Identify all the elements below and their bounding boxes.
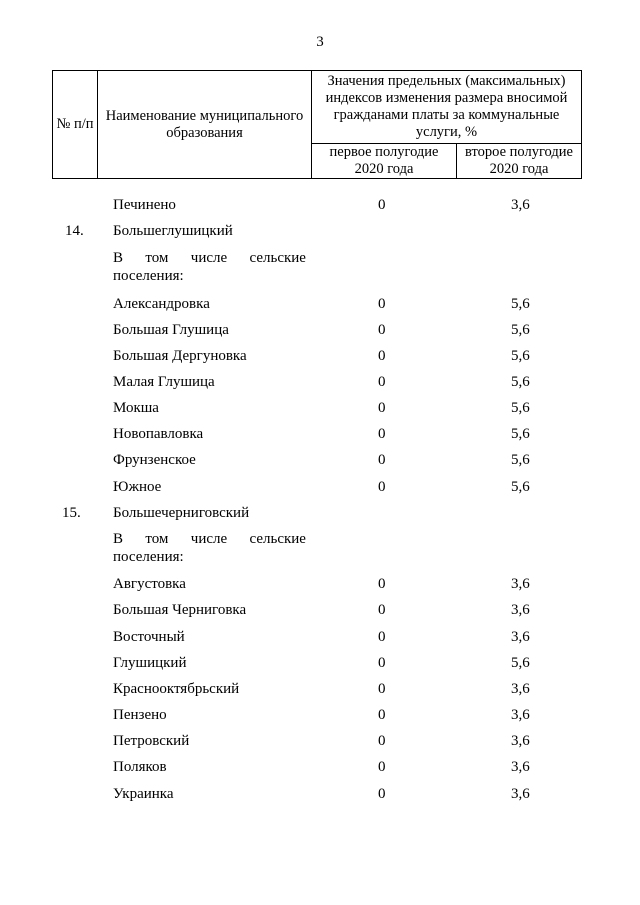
table-row	[0, 477, 640, 497]
table-row	[0, 195, 640, 215]
row-second-half-value: 3,6	[511, 197, 530, 213]
header-second-half: второе полугодие 2020 года	[457, 144, 582, 179]
row-name: Мокша	[113, 400, 159, 416]
rural-settlements-note: В том числе сельские поселения:	[113, 531, 306, 565]
row-name: Малая Глушица	[113, 374, 215, 390]
table-row	[0, 653, 640, 673]
table-row	[0, 600, 640, 620]
row-name: Восточный	[113, 629, 185, 645]
table-row	[0, 320, 640, 340]
row-name: Александровка	[113, 296, 210, 312]
table-row	[0, 372, 640, 392]
table-row	[0, 346, 640, 366]
page-number: 3	[316, 34, 324, 50]
row-second-half-value: 5,6	[511, 400, 530, 416]
header-num: № п/п	[53, 71, 98, 179]
table-row	[0, 679, 640, 699]
row-first-half-value: 0	[378, 655, 386, 671]
row-second-half-value: 3,6	[511, 576, 530, 592]
row-second-half-value: 5,6	[511, 322, 530, 338]
row-first-half-value: 0	[378, 479, 386, 495]
row-name: Поляков	[113, 759, 167, 775]
row-first-half-value: 0	[378, 759, 386, 775]
row-name: Фрунзенское	[113, 452, 196, 468]
table-row	[0, 705, 640, 725]
row-name: Украинка	[113, 786, 174, 802]
row-name: Пензено	[113, 707, 167, 723]
row-first-half-value: 0	[378, 707, 386, 723]
row-second-half-value: 3,6	[511, 733, 530, 749]
row-name: Большая Глушица	[113, 322, 229, 338]
table-row	[0, 757, 640, 777]
header-name: Наименование муниципального образования	[98, 71, 312, 179]
row-second-half-value: 5,6	[511, 479, 530, 495]
row-second-half-value: 3,6	[511, 759, 530, 775]
row-second-half-value: 5,6	[511, 452, 530, 468]
row-first-half-value: 0	[378, 400, 386, 416]
row-first-half-value: 0	[378, 681, 386, 697]
table-row	[0, 784, 640, 804]
row-second-half-value: 5,6	[511, 655, 530, 671]
row-second-half-value: 3,6	[511, 681, 530, 697]
row-name: Большеглушицкий	[113, 223, 233, 239]
row-name: Большечерниговский	[113, 505, 250, 521]
row-first-half-value: 0	[378, 629, 386, 645]
row-name: Большая Дергуновка	[113, 348, 247, 364]
row-name: Петровский	[113, 733, 190, 749]
row-first-half-value: 0	[378, 576, 386, 592]
row-name: Большая Черниговка	[113, 602, 247, 618]
table-row	[0, 450, 640, 470]
row-second-half-value: 5,6	[511, 296, 530, 312]
row-second-half-value: 5,6	[511, 374, 530, 390]
row-second-half-value: 3,6	[511, 786, 530, 802]
row-first-half-value: 0	[378, 733, 386, 749]
row-number: 14.	[65, 223, 84, 239]
table-row	[0, 398, 640, 418]
table-row	[0, 574, 640, 594]
row-first-half-value: 0	[378, 296, 386, 312]
row-name: Печинено	[113, 197, 176, 213]
table-row	[0, 424, 640, 444]
row-name: Южное	[113, 479, 162, 495]
row-first-half-value: 0	[378, 374, 386, 390]
table-row-district	[0, 221, 640, 241]
row-first-half-value: 0	[378, 322, 386, 338]
table-row-district	[0, 503, 640, 523]
row-second-half-value: 5,6	[511, 426, 530, 442]
row-name: Глушицкий	[113, 655, 187, 671]
header-values: Значения предельных (максимальных) индексов изменения размера вносимой гражданами платы за коммунальные услуги, %	[312, 71, 582, 144]
table-row	[0, 627, 640, 647]
row-first-half-value: 0	[378, 348, 386, 364]
row-first-half-value: 0	[378, 452, 386, 468]
row-second-half-value: 3,6	[511, 629, 530, 645]
row-first-half-value: 0	[378, 197, 386, 213]
row-second-half-value: 5,6	[511, 348, 530, 364]
row-first-half-value: 0	[378, 426, 386, 442]
row-second-half-value: 3,6	[511, 707, 530, 723]
row-first-half-value: 0	[378, 602, 386, 618]
row-name: Новопавловка	[113, 426, 204, 442]
table-header	[52, 70, 582, 179]
header-first-half: первое полугодие 2020 года	[312, 144, 457, 179]
table-row	[0, 731, 640, 751]
row-second-half-value: 3,6	[511, 602, 530, 618]
row-name: Краснооктябрьский	[113, 681, 240, 697]
table-row	[0, 294, 640, 314]
row-number: 15.	[62, 505, 81, 521]
row-first-half-value: 0	[378, 786, 386, 802]
rural-settlements-note: В том числе сельские поселения:	[113, 250, 306, 284]
row-name: Августовка	[113, 576, 186, 592]
